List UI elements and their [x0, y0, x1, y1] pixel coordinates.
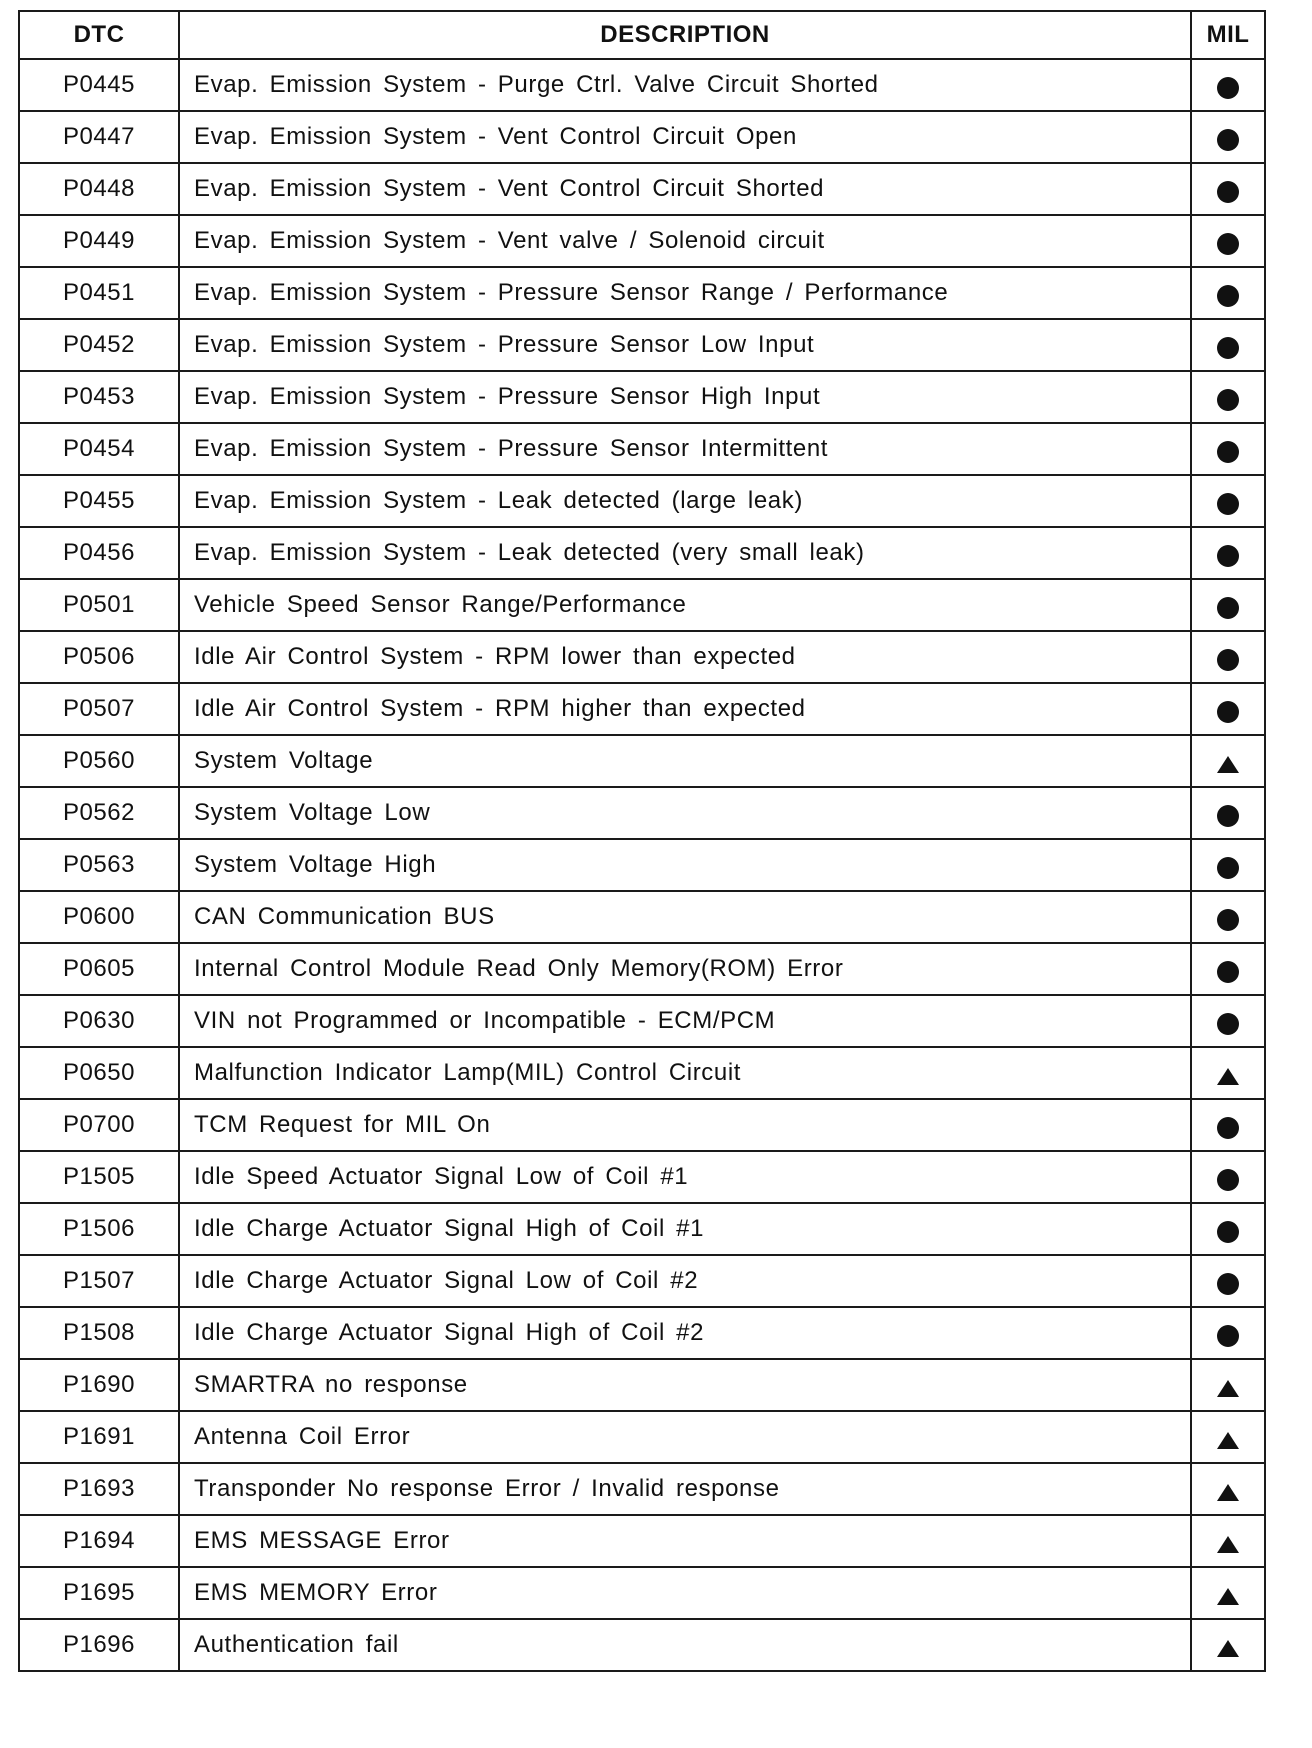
mil-triangle-icon	[1217, 1536, 1239, 1553]
table-row	[19, 943, 1265, 995]
mil-cell	[1191, 319, 1265, 371]
mil-dot-icon	[1217, 1117, 1239, 1139]
mil-cell	[1191, 163, 1265, 215]
mil-cell	[1191, 1307, 1265, 1359]
dtc-code: P0650	[19, 1047, 179, 1099]
dtc-description: Evap. Emission System - Leak detected (large leak)	[179, 475, 1191, 527]
mil-triangle-icon	[1217, 1588, 1239, 1605]
table-row	[19, 215, 1265, 267]
dtc-code: P0562	[19, 787, 179, 839]
mil-triangle-icon	[1217, 1484, 1239, 1501]
mil-cell	[1191, 1567, 1265, 1619]
dtc-description: Internal Control Module Read Only Memory(ROM) Error	[179, 943, 1191, 995]
mil-dot-icon	[1217, 857, 1239, 879]
dtc-description: VIN not Programmed or Incompatible - ECM/PCM	[179, 995, 1191, 1047]
table-row	[19, 527, 1265, 579]
dtc-description: System Voltage High	[179, 839, 1191, 891]
mil-dot-icon	[1217, 337, 1239, 359]
dtc-description: Malfunction Indicator Lamp(MIL) Control Circuit	[179, 1047, 1191, 1099]
mil-dot-icon	[1217, 77, 1239, 99]
mil-dot-icon	[1217, 129, 1239, 151]
table-row	[19, 319, 1265, 371]
mil-cell	[1191, 1047, 1265, 1099]
mil-triangle-icon	[1217, 1380, 1239, 1397]
table-row	[19, 891, 1265, 943]
dtc-code: P0605	[19, 943, 179, 995]
dtc-description: Vehicle Speed Sensor Range/Performance	[179, 579, 1191, 631]
mil-cell	[1191, 735, 1265, 787]
dtc-code: P1691	[19, 1411, 179, 1463]
mil-triangle-icon	[1217, 1068, 1239, 1085]
dtc-table	[18, 10, 1266, 1672]
dtc-code: P1690	[19, 1359, 179, 1411]
header-mil: MIL	[1191, 11, 1265, 59]
mil-cell	[1191, 1619, 1265, 1671]
mil-dot-icon	[1217, 285, 1239, 307]
header-dtc: DTC	[19, 11, 179, 59]
header-description: DESCRIPTION	[179, 11, 1191, 59]
dtc-description: TCM Request for MIL On	[179, 1099, 1191, 1151]
table-row	[19, 111, 1265, 163]
dtc-code: P0563	[19, 839, 179, 891]
table-row	[19, 267, 1265, 319]
mil-cell	[1191, 527, 1265, 579]
mil-cell	[1191, 995, 1265, 1047]
dtc-description: Evap. Emission System - Pressure Sensor Low Input	[179, 319, 1191, 371]
mil-cell	[1191, 631, 1265, 683]
table-row	[19, 59, 1265, 111]
mil-cell	[1191, 1099, 1265, 1151]
dtc-description: Idle Air Control System - RPM lower than expected	[179, 631, 1191, 683]
dtc-code: P1694	[19, 1515, 179, 1567]
dtc-description: Antenna Coil Error	[179, 1411, 1191, 1463]
mil-dot-icon	[1217, 1273, 1239, 1295]
dtc-code: P0453	[19, 371, 179, 423]
dtc-code: P0454	[19, 423, 179, 475]
mil-cell	[1191, 943, 1265, 995]
table-row	[19, 1203, 1265, 1255]
dtc-description: Evap. Emission System - Vent valve / Solenoid circuit	[179, 215, 1191, 267]
dtc-code: P0451	[19, 267, 179, 319]
dtc-description: Authentication fail	[179, 1619, 1191, 1671]
dtc-code: P0506	[19, 631, 179, 683]
mil-triangle-icon	[1217, 1432, 1239, 1449]
dtc-description: Idle Charge Actuator Signal Low of Coil #2	[179, 1255, 1191, 1307]
dtc-code: P0507	[19, 683, 179, 735]
mil-cell	[1191, 839, 1265, 891]
dtc-description: System Voltage	[179, 735, 1191, 787]
mil-triangle-icon	[1217, 1640, 1239, 1657]
table-row	[19, 1307, 1265, 1359]
mil-dot-icon	[1217, 805, 1239, 827]
mil-dot-icon	[1217, 649, 1239, 671]
table-row	[19, 683, 1265, 735]
dtc-code: P0560	[19, 735, 179, 787]
dtc-description: Evap. Emission System - Leak detected (very small leak)	[179, 527, 1191, 579]
dtc-code: P1508	[19, 1307, 179, 1359]
dtc-code: P1693	[19, 1463, 179, 1515]
mil-triangle-icon	[1217, 756, 1239, 773]
mil-dot-icon	[1217, 1169, 1239, 1191]
dtc-code: P0448	[19, 163, 179, 215]
mil-dot-icon	[1217, 701, 1239, 723]
mil-cell	[1191, 579, 1265, 631]
mil-dot-icon	[1217, 909, 1239, 931]
mil-cell	[1191, 1151, 1265, 1203]
dtc-code: P0455	[19, 475, 179, 527]
table-body	[19, 59, 1265, 1671]
dtc-description: Idle Charge Actuator Signal High of Coil #1	[179, 1203, 1191, 1255]
dtc-description: Idle Charge Actuator Signal High of Coil #2	[179, 1307, 1191, 1359]
dtc-description: Idle Speed Actuator Signal Low of Coil #1	[179, 1151, 1191, 1203]
table-row	[19, 1619, 1265, 1671]
mil-dot-icon	[1217, 1221, 1239, 1243]
table-row	[19, 1151, 1265, 1203]
mil-dot-icon	[1217, 181, 1239, 203]
table-row	[19, 1515, 1265, 1567]
table-row	[19, 787, 1265, 839]
dtc-description: Evap. Emission System - Vent Control Circuit Open	[179, 111, 1191, 163]
mil-cell	[1191, 683, 1265, 735]
dtc-description: Evap. Emission System - Pressure Sensor High Input	[179, 371, 1191, 423]
mil-cell	[1191, 59, 1265, 111]
dtc-code: P0452	[19, 319, 179, 371]
dtc-description: Evap. Emission System - Pressure Sensor Range / Performance	[179, 267, 1191, 319]
header-row	[19, 11, 1265, 59]
mil-cell	[1191, 1411, 1265, 1463]
dtc-code: P0456	[19, 527, 179, 579]
mil-dot-icon	[1217, 597, 1239, 619]
mil-cell	[1191, 111, 1265, 163]
table-row	[19, 475, 1265, 527]
dtc-description: Evap. Emission System - Purge Ctrl. Valve Circuit Shorted	[179, 59, 1191, 111]
table-row	[19, 1463, 1265, 1515]
table-row	[19, 1567, 1265, 1619]
table-row	[19, 1099, 1265, 1151]
dtc-description: EMS MEMORY Error	[179, 1567, 1191, 1619]
dtc-description: EMS MESSAGE Error	[179, 1515, 1191, 1567]
table-row	[19, 1255, 1265, 1307]
mil-dot-icon	[1217, 389, 1239, 411]
dtc-code: P0445	[19, 59, 179, 111]
dtc-code: P0630	[19, 995, 179, 1047]
dtc-description: Evap. Emission System - Pressure Sensor Intermittent	[179, 423, 1191, 475]
mil-cell	[1191, 267, 1265, 319]
mil-dot-icon	[1217, 1013, 1239, 1035]
dtc-code: P0700	[19, 1099, 179, 1151]
mil-cell	[1191, 423, 1265, 475]
mil-dot-icon	[1217, 545, 1239, 567]
table-row	[19, 995, 1265, 1047]
dtc-description: System Voltage Low	[179, 787, 1191, 839]
dtc-code: P1696	[19, 1619, 179, 1671]
table-header	[19, 11, 1265, 59]
mil-dot-icon	[1217, 961, 1239, 983]
dtc-description: SMARTRA no response	[179, 1359, 1191, 1411]
mil-cell	[1191, 891, 1265, 943]
dtc-description: CAN Communication BUS	[179, 891, 1191, 943]
mil-cell	[1191, 475, 1265, 527]
dtc-code: P0449	[19, 215, 179, 267]
dtc-code: P1505	[19, 1151, 179, 1203]
mil-cell	[1191, 371, 1265, 423]
mil-dot-icon	[1217, 441, 1239, 463]
mil-cell	[1191, 215, 1265, 267]
table-row	[19, 631, 1265, 683]
table-row	[19, 579, 1265, 631]
table-row	[19, 1411, 1265, 1463]
table-row	[19, 163, 1265, 215]
table-row	[19, 839, 1265, 891]
dtc-code: P1695	[19, 1567, 179, 1619]
dtc-code: P1506	[19, 1203, 179, 1255]
mil-dot-icon	[1217, 493, 1239, 515]
dtc-code: P0501	[19, 579, 179, 631]
dtc-code: P1507	[19, 1255, 179, 1307]
mil-dot-icon	[1217, 1325, 1239, 1347]
dtc-description: Evap. Emission System - Vent Control Circuit Shorted	[179, 163, 1191, 215]
mil-cell	[1191, 1463, 1265, 1515]
mil-cell	[1191, 1203, 1265, 1255]
mil-cell	[1191, 1255, 1265, 1307]
dtc-code: P0447	[19, 111, 179, 163]
mil-cell	[1191, 1515, 1265, 1567]
dtc-code: P0600	[19, 891, 179, 943]
table-row	[19, 735, 1265, 787]
mil-cell	[1191, 787, 1265, 839]
table-row	[19, 371, 1265, 423]
dtc-description: Idle Air Control System - RPM higher than expected	[179, 683, 1191, 735]
table-row	[19, 1047, 1265, 1099]
table-row	[19, 1359, 1265, 1411]
mil-cell	[1191, 1359, 1265, 1411]
mil-dot-icon	[1217, 233, 1239, 255]
table-row	[19, 423, 1265, 475]
dtc-description: Transponder No response Error / Invalid response	[179, 1463, 1191, 1515]
